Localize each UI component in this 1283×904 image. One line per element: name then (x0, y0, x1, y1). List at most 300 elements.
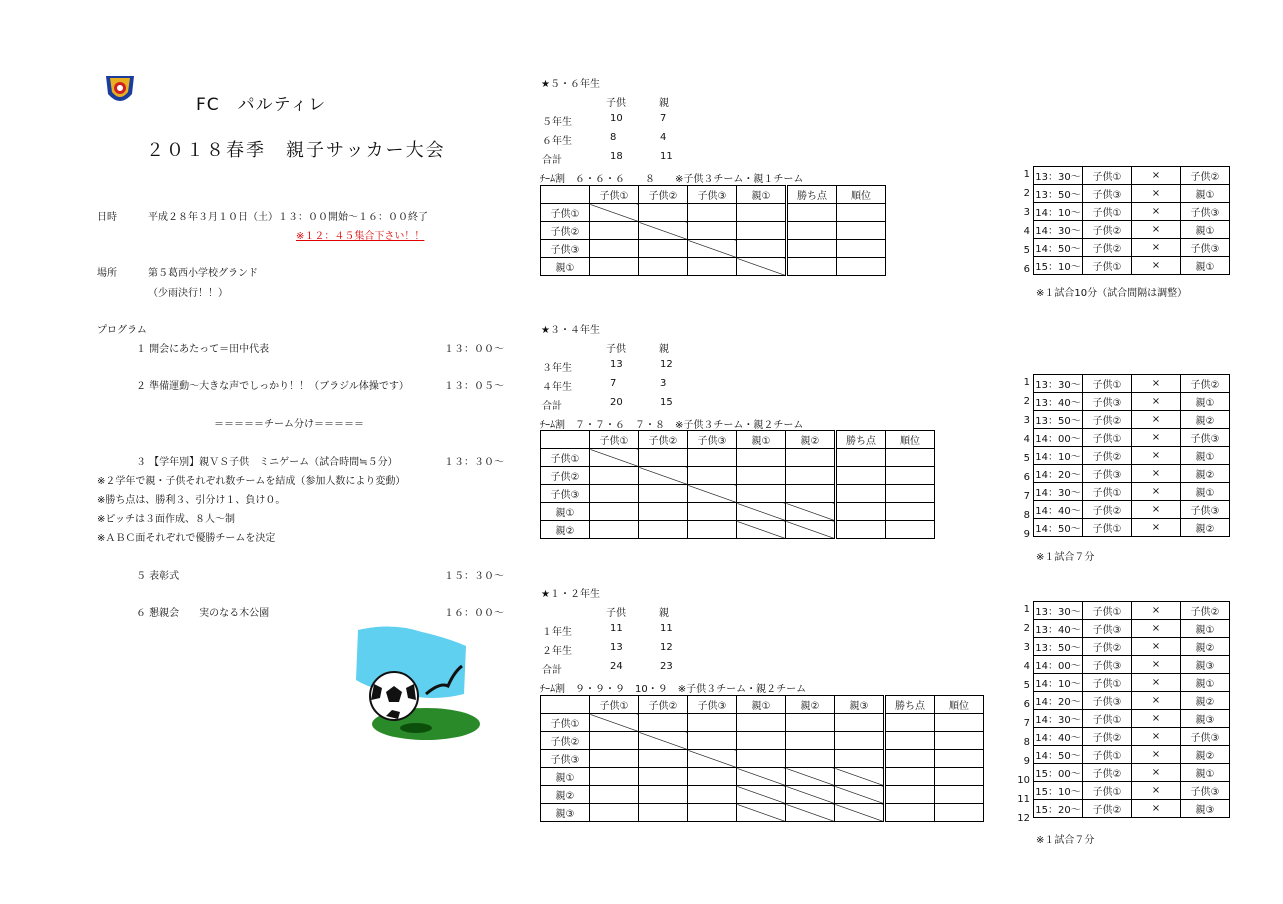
result-cell (688, 521, 737, 539)
match-vs: × (1132, 447, 1181, 465)
result-cell (786, 768, 835, 786)
result-cell (786, 732, 835, 750)
result-cell (786, 786, 835, 804)
result-cell (935, 804, 984, 822)
match-time: 14：40～ (1034, 728, 1083, 746)
row-header: 子供② (541, 467, 590, 485)
match-vs: × (1132, 519, 1181, 537)
grade-child-count: 18 (610, 151, 623, 162)
result-cell (885, 732, 935, 750)
result-cell (787, 204, 837, 222)
column-header: 子供① (590, 696, 639, 714)
grade-label: ４年生 (542, 382, 572, 393)
row-header: 子供① (541, 449, 590, 467)
result-cell (935, 714, 984, 732)
result-cell (737, 732, 786, 750)
result-cell (639, 804, 688, 822)
program-item: １ 開会にあたって＝田中代表 (136, 344, 270, 355)
result-cell (836, 503, 886, 521)
page-title: ２０１８春季 親子サッカー大会 (146, 140, 446, 161)
match-number: 3 (1023, 415, 1030, 426)
club-name: FC パルティレ (196, 95, 327, 115)
match-number: 11 (1017, 794, 1030, 805)
result-cell (590, 503, 639, 521)
col-header-child: 子供 (606, 98, 626, 109)
match-team-a: 子供③ (1083, 656, 1132, 674)
result-cell (639, 521, 688, 539)
match-team-a: 子供③ (1083, 185, 1132, 203)
grade-parent-count: 11 (660, 151, 673, 162)
match-time: 14：00～ (1034, 429, 1083, 447)
match-number: 9 (1023, 529, 1030, 540)
grade-label: ６年生 (542, 136, 572, 147)
row-header: 子供① (541, 204, 590, 222)
match-time: 14：50～ (1034, 519, 1083, 537)
result-cell (688, 204, 737, 222)
match-team-a: 子供③ (1083, 692, 1132, 710)
match-team-a: 子供③ (1083, 393, 1132, 411)
result-cell (835, 750, 885, 768)
program-time: １３：３０～ (444, 457, 504, 468)
match-team-b: 親② (1181, 411, 1230, 429)
soccer-ball-icon (352, 624, 482, 746)
result-cell (935, 768, 984, 786)
result-cell (590, 222, 639, 240)
result-cell (737, 521, 786, 539)
grade-child-count: 8 (610, 132, 617, 143)
result-cell (737, 714, 786, 732)
match-team-a: 子供② (1083, 411, 1132, 429)
row-header: 親① (541, 768, 590, 786)
match-team-a: 子供① (1083, 257, 1132, 275)
column-header: 親② (786, 431, 836, 449)
program-time: １３：００～ (444, 344, 504, 355)
result-cell (639, 714, 688, 732)
match-vs: × (1132, 800, 1181, 818)
result-cell (737, 204, 787, 222)
result-cell (639, 240, 688, 258)
match-time: 14：10～ (1034, 447, 1083, 465)
grade-label: 合計 (542, 401, 562, 412)
column-header: 親① (737, 696, 786, 714)
result-cell (590, 521, 639, 539)
column-header: 子供② (639, 431, 688, 449)
match-team-a: 子供② (1083, 728, 1132, 746)
match-time: 13：50～ (1034, 411, 1083, 429)
team-split: ﾁｰﾑ割 ７・７・６ ７・８ ※子供３チーム・親２チーム (540, 420, 804, 431)
row-header: 子供③ (541, 485, 590, 503)
corner-cell (541, 186, 590, 204)
match-time: 13：50～ (1034, 638, 1083, 656)
match-time: 13：30～ (1034, 167, 1083, 185)
result-cell (737, 786, 786, 804)
grade-parent-count: 7 (660, 113, 667, 124)
result-cell (688, 467, 737, 485)
col-header-child: 子供 (606, 344, 626, 355)
result-cell (590, 258, 639, 276)
match-vs: × (1132, 239, 1181, 257)
match-team-b: 子供③ (1181, 203, 1230, 221)
match-team-b: 子供② (1181, 602, 1230, 620)
match-vs: × (1132, 483, 1181, 501)
program-note: ※勝ち点は、勝利３、引分け１、負け０。 (97, 495, 286, 506)
result-cell (737, 750, 786, 768)
group-heading: ★３・４年生 (541, 325, 600, 336)
match-team-a: 子供② (1083, 239, 1132, 257)
match-team-b: 親③ (1181, 710, 1230, 728)
match-number: 3 (1023, 642, 1030, 653)
result-cell (688, 485, 737, 503)
match-time: 15：10～ (1034, 782, 1083, 800)
schedule-note: ※１試合７分 (1036, 835, 1095, 846)
match-vs: × (1132, 501, 1181, 519)
league-table (540, 695, 984, 822)
match-number: 5 (1023, 453, 1030, 464)
column-header: 子供② (639, 186, 688, 204)
match-vs: × (1132, 185, 1181, 203)
match-team-a: 子供① (1083, 429, 1132, 447)
match-number: 1 (1023, 604, 1030, 615)
column-header: 親③ (835, 696, 885, 714)
match-team-a: 子供③ (1083, 465, 1132, 483)
result-cell (688, 449, 737, 467)
program-item: ５ 表彰式 (136, 571, 180, 582)
match-team-b: 親③ (1181, 800, 1230, 818)
team-split: ﾁｰﾑ割 ６・６・６ ８ ※子供３チーム・親１チーム (540, 174, 804, 185)
result-cell (885, 750, 935, 768)
match-vs: × (1132, 674, 1181, 692)
match-vs: × (1132, 764, 1181, 782)
program-note: ※２学年で親・子供それぞれ数チームを結成（参加人数により変動） (97, 476, 406, 487)
match-team-b: 親② (1181, 692, 1230, 710)
match-vs: × (1132, 746, 1181, 764)
row-header: 子供③ (541, 750, 590, 768)
result-cell (786, 521, 836, 539)
column-header: 子供① (590, 431, 639, 449)
match-vs: × (1132, 638, 1181, 656)
match-time: 14：30～ (1034, 710, 1083, 728)
result-cell (737, 768, 786, 786)
column-header: 子供③ (688, 431, 737, 449)
program-time: １３：０５～ (444, 381, 504, 392)
result-cell (786, 750, 835, 768)
result-cell (886, 503, 935, 521)
result-cell (639, 503, 688, 521)
match-schedule (1033, 374, 1230, 537)
match-number: 10 (1017, 775, 1030, 786)
result-cell (688, 732, 737, 750)
match-team-a: 子供① (1083, 602, 1132, 620)
result-cell (786, 503, 836, 521)
match-vs: × (1132, 620, 1181, 638)
column-header: 子供③ (688, 696, 737, 714)
match-team-a: 子供① (1083, 483, 1132, 501)
match-vs: × (1132, 728, 1181, 746)
match-time: 15：10～ (1034, 257, 1083, 275)
row-header: 親② (541, 786, 590, 804)
match-number: 6 (1023, 699, 1030, 710)
result-cell (639, 204, 688, 222)
grade-label: ３年生 (542, 363, 572, 374)
match-number: 2 (1023, 396, 1030, 407)
column-header: 親① (737, 186, 787, 204)
match-time: 14：10～ (1034, 203, 1083, 221)
match-vs: × (1132, 257, 1181, 275)
result-cell (590, 732, 639, 750)
group-heading: ★１・２年生 (541, 589, 600, 600)
match-number: 9 (1023, 756, 1030, 767)
match-vs: × (1132, 710, 1181, 728)
result-cell (786, 485, 836, 503)
result-cell (639, 750, 688, 768)
row-header: 子供① (541, 714, 590, 732)
row-header: 子供③ (541, 240, 590, 258)
place-label: 場所 (97, 268, 117, 279)
grade-child-count: 10 (610, 113, 623, 124)
column-header: 順位 (837, 186, 886, 204)
result-cell (886, 467, 935, 485)
grade-label: １年生 (542, 627, 572, 638)
match-time: 14：30～ (1034, 483, 1083, 501)
grade-child-count: 24 (610, 661, 623, 672)
result-cell (737, 804, 786, 822)
match-team-a: 子供② (1083, 638, 1132, 656)
grade-parent-count: 12 (660, 642, 673, 653)
match-team-a: 子供① (1083, 746, 1132, 764)
corner-cell (541, 696, 590, 714)
match-team-a: 子供① (1083, 674, 1132, 692)
result-cell (835, 804, 885, 822)
match-time: 13：40～ (1034, 393, 1083, 411)
match-team-b: 親① (1181, 674, 1230, 692)
row-header: 親② (541, 521, 590, 539)
match-team-b: 親② (1181, 465, 1230, 483)
result-cell (786, 467, 836, 485)
result-cell (737, 467, 786, 485)
program-item: ３ 【学年別】親ＶＳ子供 ミニゲーム（試合時間≒５分） (136, 457, 398, 468)
program-note: ※ＡＢＣ面それぞれで優勝チームを決定 (97, 533, 276, 544)
match-team-b: 親② (1181, 746, 1230, 764)
match-time: 14：20～ (1034, 465, 1083, 483)
column-header: 子供② (639, 696, 688, 714)
match-number: 1 (1023, 169, 1030, 180)
match-team-b: 親① (1181, 393, 1230, 411)
league-table (540, 185, 886, 276)
result-cell (886, 485, 935, 503)
grade-label: 合計 (542, 665, 562, 676)
column-header: 順位 (886, 431, 935, 449)
match-schedule (1033, 601, 1230, 818)
grade-parent-count: 15 (660, 397, 673, 408)
column-header: 子供① (590, 186, 639, 204)
match-team-b: 親① (1181, 257, 1230, 275)
result-cell (590, 786, 639, 804)
match-number: 12 (1017, 813, 1030, 824)
match-time: 14：00～ (1034, 656, 1083, 674)
result-cell (688, 222, 737, 240)
result-cell (787, 222, 837, 240)
match-vs: × (1132, 393, 1181, 411)
col-header-parent: 親 (659, 98, 669, 109)
program-item: ６ 懇親会 実のなる木公園 (136, 608, 270, 619)
result-cell (590, 449, 639, 467)
program-item: ２ 準備運動～大きな声でしっかり！！（ブラジル体操です） (136, 381, 409, 392)
row-header: 子供② (541, 732, 590, 750)
result-cell (688, 714, 737, 732)
row-header: 親① (541, 503, 590, 521)
place-value: 第５葛西小学校グランド (148, 268, 258, 279)
column-header: 親② (786, 696, 835, 714)
grade-child-count: 13 (610, 359, 623, 370)
result-cell (590, 240, 639, 258)
match-time: 15：20～ (1034, 800, 1083, 818)
match-number: 3 (1023, 207, 1030, 218)
result-cell (786, 714, 835, 732)
result-cell (639, 449, 688, 467)
result-cell (688, 768, 737, 786)
result-cell (837, 222, 886, 240)
match-vs: × (1132, 692, 1181, 710)
match-team-a: 子供① (1083, 519, 1132, 537)
result-cell (590, 714, 639, 732)
match-team-a: 子供② (1083, 221, 1132, 239)
match-number: 4 (1023, 661, 1030, 672)
result-cell (835, 768, 885, 786)
match-vs: × (1132, 203, 1181, 221)
result-cell (786, 449, 836, 467)
match-team-a: 子供② (1083, 501, 1132, 519)
grade-parent-count: 11 (660, 623, 673, 634)
row-header: 親③ (541, 804, 590, 822)
result-cell (639, 732, 688, 750)
result-cell (639, 258, 688, 276)
club-logo-icon (104, 72, 136, 108)
result-cell (639, 768, 688, 786)
result-cell (836, 485, 886, 503)
result-cell (836, 467, 886, 485)
team-split: ﾁｰﾑ割 ９・９・９ 10・９ ※子供３チーム・親２チーム (540, 684, 807, 695)
match-team-b: 子供② (1181, 167, 1230, 185)
grade-label: ２年生 (542, 646, 572, 657)
match-number: 1 (1023, 377, 1030, 388)
match-time: 14：50～ (1034, 746, 1083, 764)
program-time: １５：３０～ (444, 571, 504, 582)
match-team-b: 親① (1181, 447, 1230, 465)
result-cell (737, 485, 786, 503)
row-header: 親① (541, 258, 590, 276)
match-vs: × (1132, 375, 1181, 393)
match-number: 4 (1023, 434, 1030, 445)
match-number: 5 (1023, 680, 1030, 691)
result-cell (590, 485, 639, 503)
match-time: 14：20～ (1034, 692, 1083, 710)
column-header: 子供③ (688, 186, 737, 204)
match-schedule (1033, 166, 1230, 275)
grade-child-count: 7 (610, 378, 617, 389)
result-cell (886, 449, 935, 467)
result-cell (885, 804, 935, 822)
grade-child-count: 11 (610, 623, 623, 634)
result-cell (590, 804, 639, 822)
match-team-b: 親① (1181, 221, 1230, 239)
date-label: 日時 (97, 212, 117, 223)
grade-child-count: 20 (610, 397, 623, 408)
row-header: 子供② (541, 222, 590, 240)
grade-child-count: 13 (610, 642, 623, 653)
result-cell (837, 204, 886, 222)
group-heading: ★５・６年生 (541, 79, 600, 90)
result-cell (837, 258, 886, 276)
match-number: 7 (1023, 718, 1030, 729)
match-number: 4 (1023, 226, 1030, 237)
match-time: 15：00～ (1034, 764, 1083, 782)
match-number: 7 (1023, 491, 1030, 502)
match-time: 14：30～ (1034, 221, 1083, 239)
match-number: 6 (1023, 472, 1030, 483)
match-number: 2 (1023, 623, 1030, 634)
meet-note: ※１２：４５集合下さい！！ (296, 231, 425, 242)
result-cell (688, 804, 737, 822)
match-number: 8 (1023, 737, 1030, 748)
result-cell (885, 768, 935, 786)
match-vs: × (1132, 429, 1181, 447)
col-header-parent: 親 (659, 608, 669, 619)
date-value: 平成２８年３月１０日（土）１３：００開始～１６：００終了 (148, 212, 428, 223)
result-cell (688, 503, 737, 521)
match-number: 2 (1023, 188, 1030, 199)
match-number: 8 (1023, 510, 1030, 521)
match-time: 13：30～ (1034, 375, 1083, 393)
result-cell (688, 240, 737, 258)
column-header: 勝ち点 (787, 186, 837, 204)
match-team-b: 親① (1181, 764, 1230, 782)
match-team-a: 子供② (1083, 447, 1132, 465)
match-vs: × (1132, 167, 1181, 185)
column-header: 順位 (935, 696, 984, 714)
result-cell (935, 786, 984, 804)
match-team-b: 親① (1181, 185, 1230, 203)
result-cell (688, 258, 737, 276)
result-cell (688, 786, 737, 804)
match-team-b: 子供③ (1181, 239, 1230, 257)
program-time: １６：００～ (444, 608, 504, 619)
result-cell (639, 467, 688, 485)
grade-parent-count: 4 (660, 132, 667, 143)
match-team-b: 親② (1181, 638, 1230, 656)
match-team-a: 子供③ (1083, 620, 1132, 638)
result-cell (737, 449, 786, 467)
result-cell (737, 503, 786, 521)
match-time: 14：10～ (1034, 674, 1083, 692)
match-time: 13：30～ (1034, 602, 1083, 620)
match-team-a: 子供① (1083, 782, 1132, 800)
match-team-a: 子供② (1083, 764, 1132, 782)
match-team-a: 子供① (1083, 710, 1132, 728)
match-vs: × (1132, 411, 1181, 429)
result-cell (885, 786, 935, 804)
col-header-child: 子供 (606, 608, 626, 619)
result-cell (935, 732, 984, 750)
result-cell (590, 750, 639, 768)
place-note: （少雨決行！！） (148, 288, 228, 299)
match-number: 5 (1023, 245, 1030, 256)
result-cell (639, 485, 688, 503)
result-cell (590, 768, 639, 786)
match-team-a: 子供① (1083, 167, 1132, 185)
match-team-b: 子供② (1181, 375, 1230, 393)
result-cell (837, 240, 886, 258)
col-header-parent: 親 (659, 344, 669, 355)
